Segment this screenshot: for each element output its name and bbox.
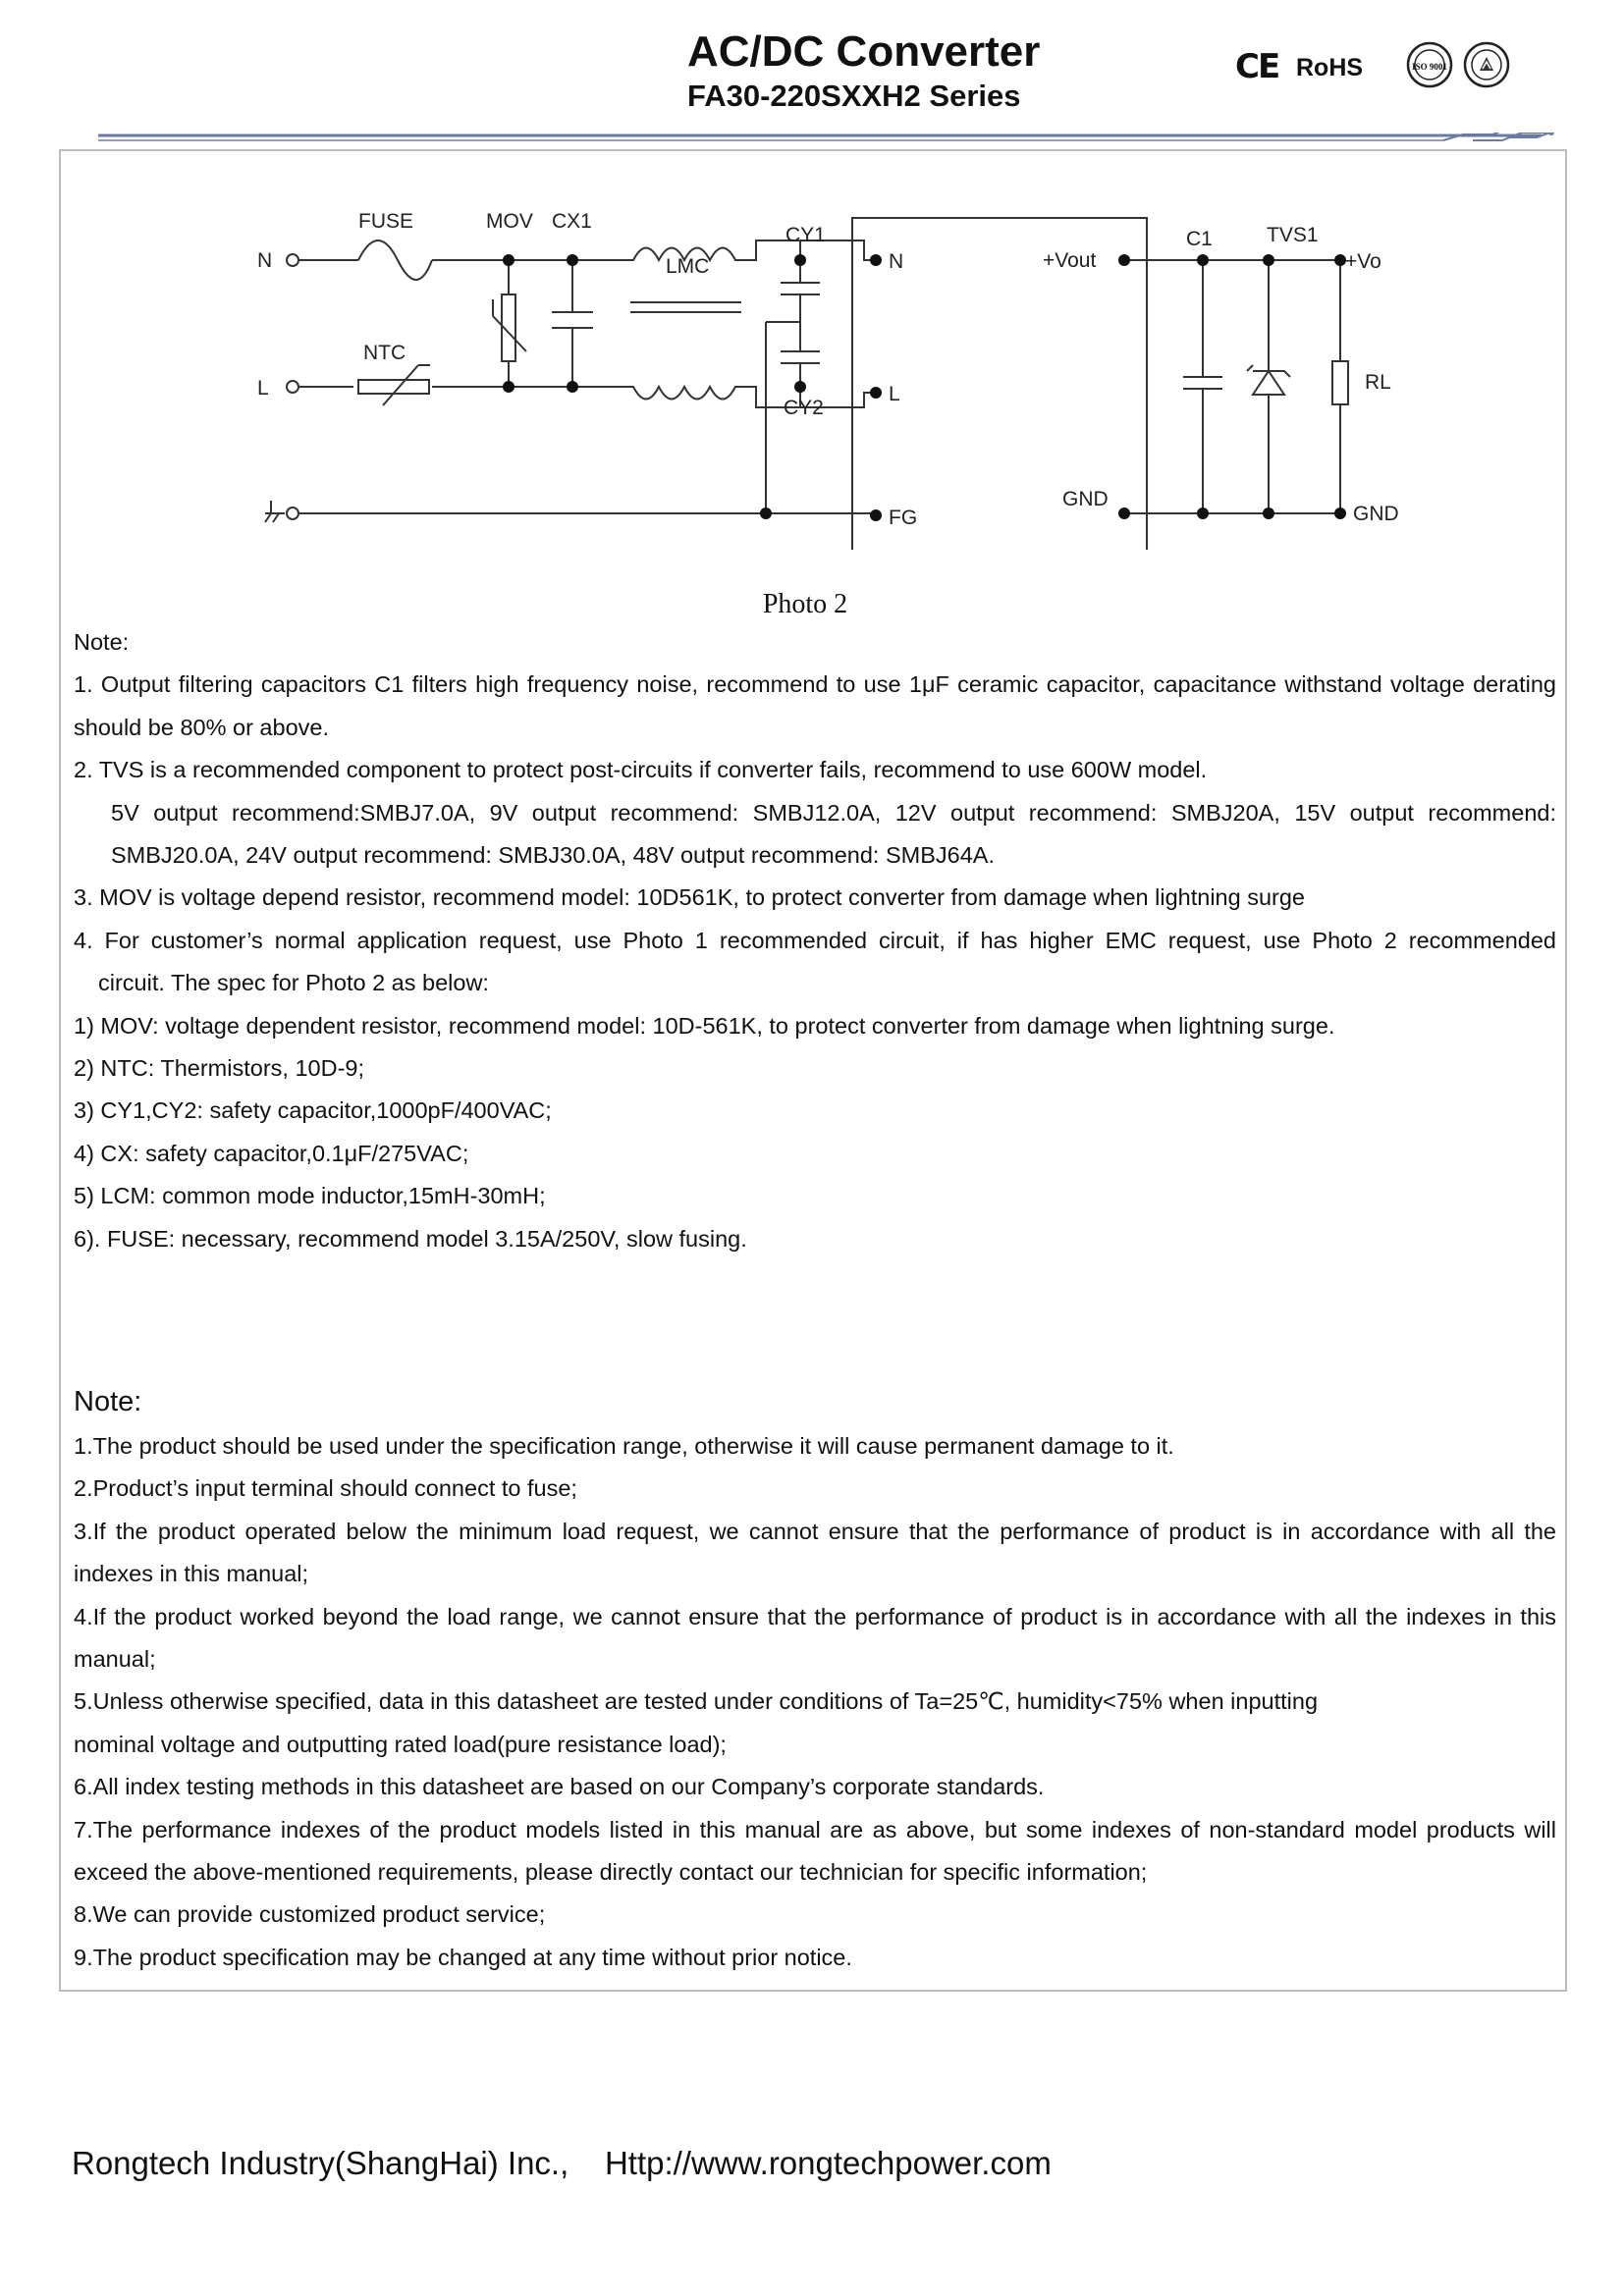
label-l-in: L — [257, 377, 269, 400]
footer-url: Http://www.rongtechpower.com — [604, 2145, 1052, 2181]
note-item: 2) NTC: Thermistors, 10D-9; — [74, 1055, 364, 1082]
page-footer — [72, 2145, 1052, 2182]
note-item: 5V output recommend:SMBJ7.0A, 9V output recommend: SMBJ12.0A, 12V output recommend: SMBJ20A, 15V output recommend: SMBJ20.0A, 24V output recommend: SMBJ30.0A, 48V output recommend: SMBJ64A. — [111, 799, 1556, 869]
application-notes — [74, 621, 1556, 1260]
label-cy1: CY1 — [785, 224, 826, 246]
circuit-diagram — [236, 206, 1443, 550]
note-item: 7.The performance indexes of the product models listed in this manual are as above, but some indexes of non-standard model products will exceed the above-mentioned requirements, please directly contact our technician for specific information; — [74, 1816, 1556, 1886]
iso-label: ISO 9001 — [1412, 62, 1447, 72]
header-rule — [98, 133, 1571, 146]
photo-caption: Photo 2 — [762, 589, 848, 619]
label-fg: FG — [889, 507, 918, 529]
label-mov: MOV — [486, 210, 533, 233]
note-item: 8.We can provide customized product service; — [74, 1901, 546, 1928]
note-item: 4. For customer’s normal application request, use Photo 1 recommended circuit, if has higher EMC request, use Photo 2 recommended — [74, 927, 1556, 953]
label-vo: +Vo — [1345, 250, 1381, 273]
note-item: 3) CY1,CY2: safety capacitor,1000pF/400VAC; — [74, 1097, 552, 1124]
label-cx1: CX1 — [552, 210, 592, 233]
label-ntc: NTC — [363, 342, 406, 364]
label-tvs1: TVS1 — [1267, 224, 1319, 246]
note-item: 1. Output filtering capacitors C1 filters high frequency noise, recommend to use 1μF ceramic capacitor, capacitance withstand voltage derating should be 80% or above. — [74, 671, 1556, 740]
note-item: 1.The product should be used under the specification range, otherwise it will cause permanent damage to it. — [74, 1433, 1174, 1459]
label-cy2: CY2 — [784, 397, 824, 419]
document-title: AC/DC Converter — [687, 27, 1041, 76]
label-gnd-module: GND — [1062, 488, 1109, 510]
notes-heading: Note: — [74, 1386, 142, 1417]
label-n-module: N — [889, 250, 904, 273]
label-rl: RL — [1365, 371, 1391, 394]
note-item: 6). FUSE: necessary, recommend model 3.15A/250V, slow fusing. — [74, 1225, 747, 1252]
iso-9001-icon — [1406, 41, 1453, 88]
note-item: 4) CX: safety capacitor,0.1μF/275VAC; — [74, 1140, 469, 1166]
note-item: 5.Unless otherwise specified, data in this datasheet are tested under conditions of Ta=25℃, humidity<75% when inputting — [74, 1688, 1319, 1715]
note-item: 3. MOV is voltage depend resistor, recommend model: 10D561K, to protect converter from damage when lightning surge — [74, 884, 1305, 911]
note-item: 5) LCM: common mode inductor,15mH-30mH; — [74, 1183, 546, 1209]
footer-company: Rongtech Industry(ShangHai) Inc., — [72, 2145, 569, 2181]
series-name: FA30-220SXXH2 Series — [687, 79, 1021, 113]
label-vout: +Vout — [1043, 249, 1097, 272]
quality-seal-icon — [1463, 41, 1510, 88]
note-item: 3.If the product operated below the minimum load request, we cannot ensure that the performance of product is in accordance with all the indexes in this manual; — [74, 1518, 1556, 1587]
note-item: 4.If the product worked beyond the load range, we cannot ensure that the performance of product is in accordance with all the indexes in this manual; — [74, 1603, 1556, 1673]
label-c1: C1 — [1186, 228, 1213, 250]
label-gnd-output: GND — [1353, 503, 1399, 525]
label-fuse: FUSE — [358, 210, 414, 233]
general-notes — [74, 1378, 1556, 1979]
note-item: circuit. The spec for Photo 2 as below: — [98, 970, 489, 996]
notes-heading: Note: — [74, 629, 130, 655]
note-item: nominal voltage and outputting rated load(pure resistance load); — [74, 1731, 727, 1757]
note-item: 2. TVS is a recommended component to protect post-circuits if converter fails, recommend to use 600W model. — [74, 757, 1208, 783]
label-l-module: L — [889, 383, 900, 405]
note-item: 6.All index testing methods in this datasheet are based on our Company’s corporate standards. — [74, 1774, 1045, 1800]
label-lmc: LMC — [666, 255, 710, 278]
note-item: 1) MOV: voltage dependent resistor, recommend model: 10D-561K, to protect converter from damage when lightning surge. — [74, 1012, 1335, 1039]
note-item: 9.The product specification may be changed at any time without prior notice. — [74, 1944, 852, 1970]
note-item: 2.Product’s input terminal should connect to fuse; — [74, 1475, 577, 1502]
label-n-in: N — [257, 249, 273, 272]
rohs-mark: RoHS — [1296, 54, 1364, 81]
ce-mark: CE — [1235, 47, 1279, 86]
